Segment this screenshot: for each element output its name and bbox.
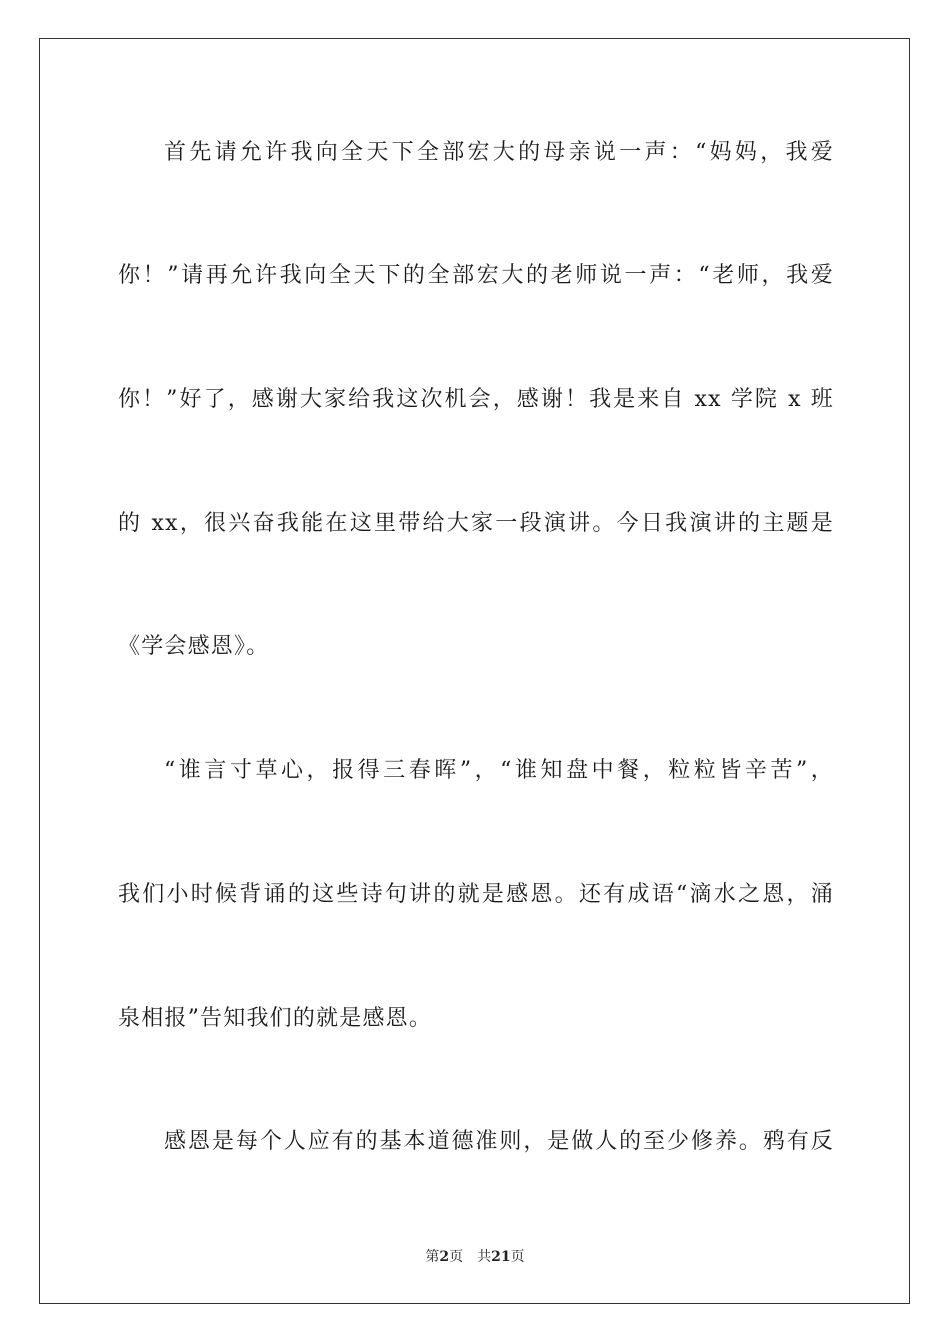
text-line-1: 首先请允许我向全天下全部宏大的母亲说一声：“妈妈，我爱 bbox=[164, 140, 834, 165]
text-line-7: 我们小时候背诵的这些诗句讲的就是感恩。还有成语“滴水之恩，涌 bbox=[118, 882, 834, 907]
total-suffix: 页 bbox=[510, 1249, 525, 1265]
page-suffix: 页 bbox=[449, 1249, 464, 1265]
text-line-9: 感恩是每个人应有的基本道德准则，是做人的至少修养。鸦有反 bbox=[164, 1129, 834, 1154]
total-prefix: 共 bbox=[477, 1249, 492, 1265]
text-line-4: 的 xx，很兴奋我能在这里带给大家一段演讲。今日我演讲的主题是 bbox=[118, 511, 834, 536]
page-border bbox=[39, 38, 910, 1304]
page-footer bbox=[0, 1248, 950, 1266]
text-line-6: “谁言寸草心，报得三春晖”，“谁知盘中餐，粒粒皆辛苦”， bbox=[164, 758, 834, 783]
text-line-8: 泉相报”告知我们的就是感恩。 bbox=[118, 1006, 433, 1031]
total-page-number: 21 bbox=[491, 1249, 511, 1265]
text-line-2: 你！”请再允许我向全天下的全部宏大的老师说一声：“老师，我爱 bbox=[118, 263, 834, 288]
current-page-number: 2 bbox=[439, 1249, 450, 1265]
page-prefix: 第 bbox=[425, 1249, 440, 1265]
text-line-5: 《学会感恩》。 bbox=[118, 634, 270, 659]
text-line-3: 你！”好了，感谢大家给我这次机会，感谢！我是来自 xx 学院 x 班 bbox=[118, 387, 834, 412]
